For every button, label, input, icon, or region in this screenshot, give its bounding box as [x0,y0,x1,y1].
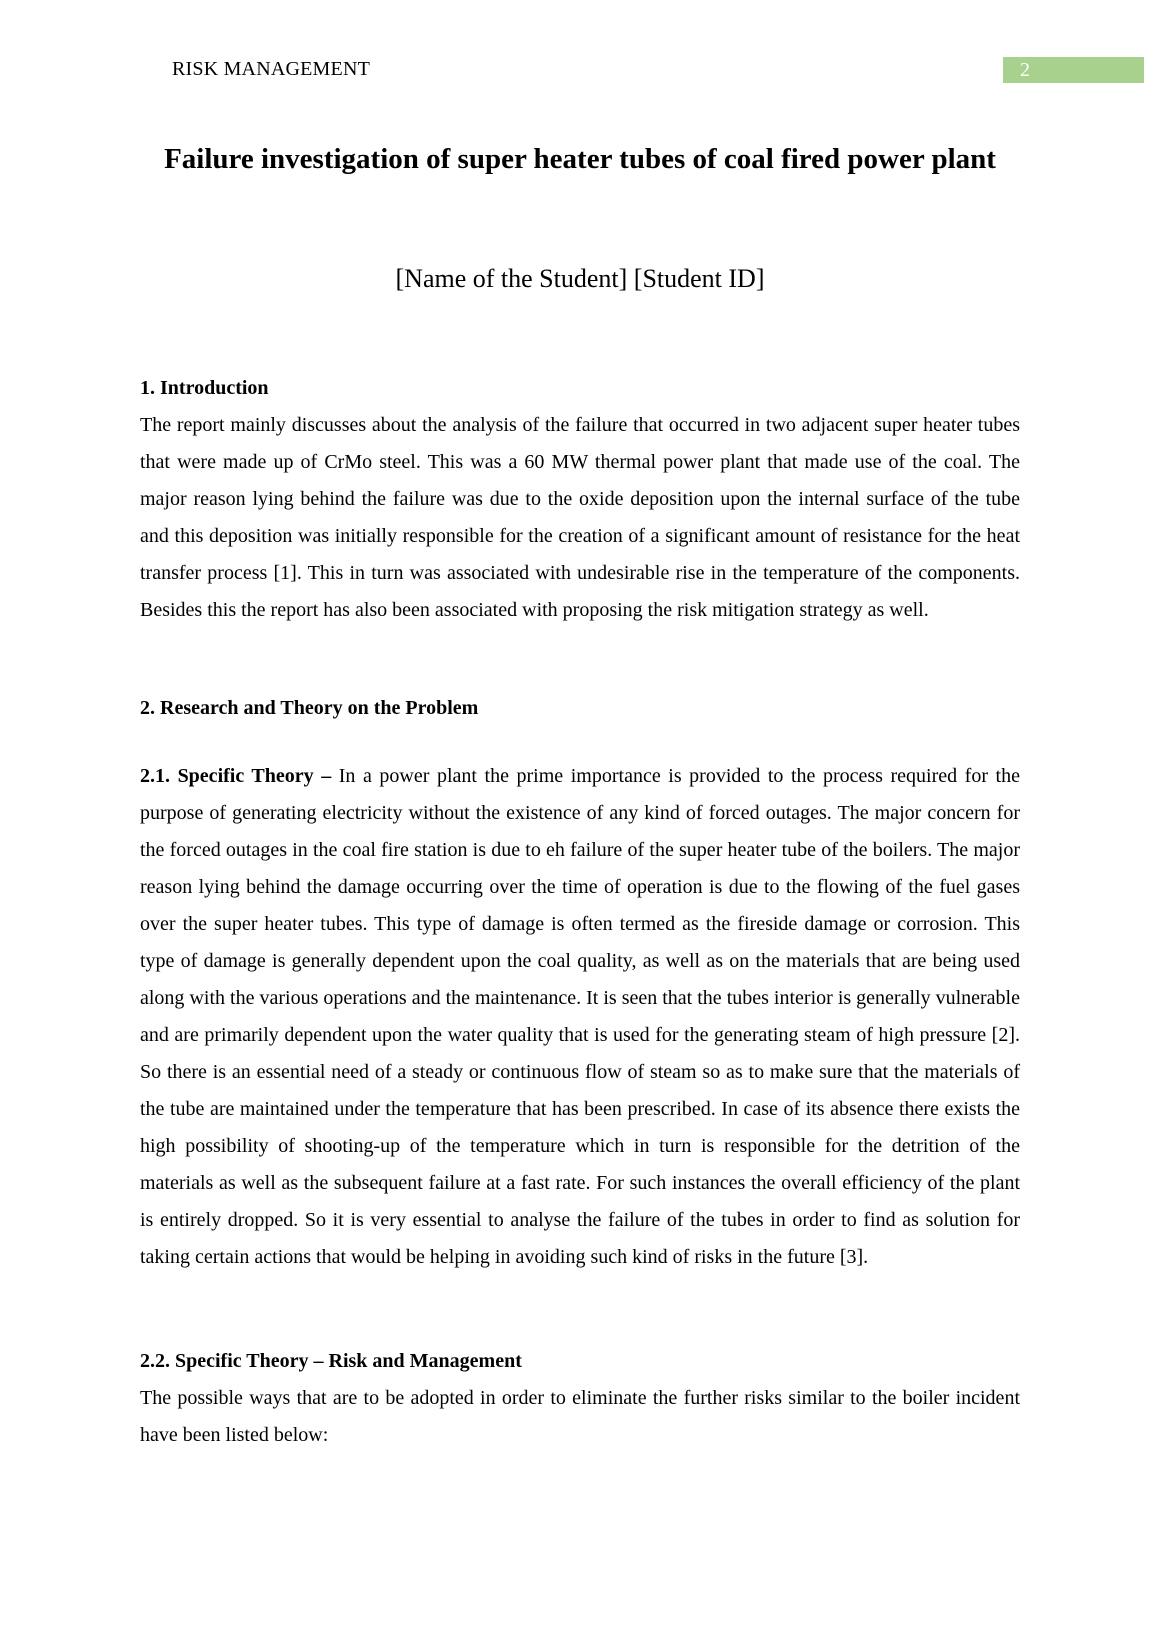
specific-theory-paragraph [140,758,1020,1276]
document-title: Failure investigation of super heater tubes of coal fired power plant [164,143,996,175]
running-head: RISK MANAGEMENT [172,58,370,80]
specific-theory-lead: 2.1. Specific Theory – [140,765,332,787]
risk-management-heading: 2.2. Specific Theory – Risk and Management [140,1350,522,1372]
page-number-box: 2 [1003,57,1144,83]
introduction-paragraph: The report mainly discusses about the analysis of the failure that occurred in two adjacent super heater tubes that were made up of CrMo steel. This was a 60 MW thermal power plant that made use of the coal. The major reason lying behind the failure was due to the oxide deposition upon the internal surface of the tube and this deposition was initially responsible for the creation of a significant amount of resistance for the heat transfer process [1]. This in turn was associated with undesirable rise in the temperature of the components. Besides this the report has also been associated with proposing the risk mitigation strategy as well. [140,414,1020,621]
research-heading: 2. Research and Theory on the Problem [140,697,479,719]
introduction-heading: 1. Introduction [140,377,269,399]
author-line: [Name of the Student] [Student ID] [395,264,765,293]
risk-management-paragraph: The possible ways that are to be adopted in order to eliminate the further risks similar to the boiler incident have been listed below: [140,1387,1020,1446]
specific-theory-text: In a power plant the prime importance is provided to the process required for the purpose of generating electricity without the existence of any kind of forced outages. The major concern for the forced outages in the coal fire station is due to eh failure of the super heater tube of the boilers. The major reason lying behind the damage occurring over the time of operation is due to the flowing of the fuel gases over the super heater tubes. This type of damage is often termed as the fireside damage or corrosion. This type of damage is generally dependent upon the coal quality, as well as on the materials that are being used along with the various operations and the maintenance. It is seen that the tubes interior is generally vulnerable and are primarily dependent upon the water quality that is used for the generating steam of high pressure [2]. So there is an essential need of a steady or continuous flow of steam so as to make sure that the materials of the tube are maintained under the temperature that has been prescribed. In case of its absence there exists the high possibility of shooting-up of the temperature which in turn is responsible for the detrition of the materials as well as the subsequent failure at a fast rate. For such instances the overall efficiency of the plant is entirely dropped. So it is very essential to analyse the failure of the tubes in order to find as solution for taking certain actions that would be helping in avoiding such kind of risks in the future [3]. [140,765,1020,1268]
